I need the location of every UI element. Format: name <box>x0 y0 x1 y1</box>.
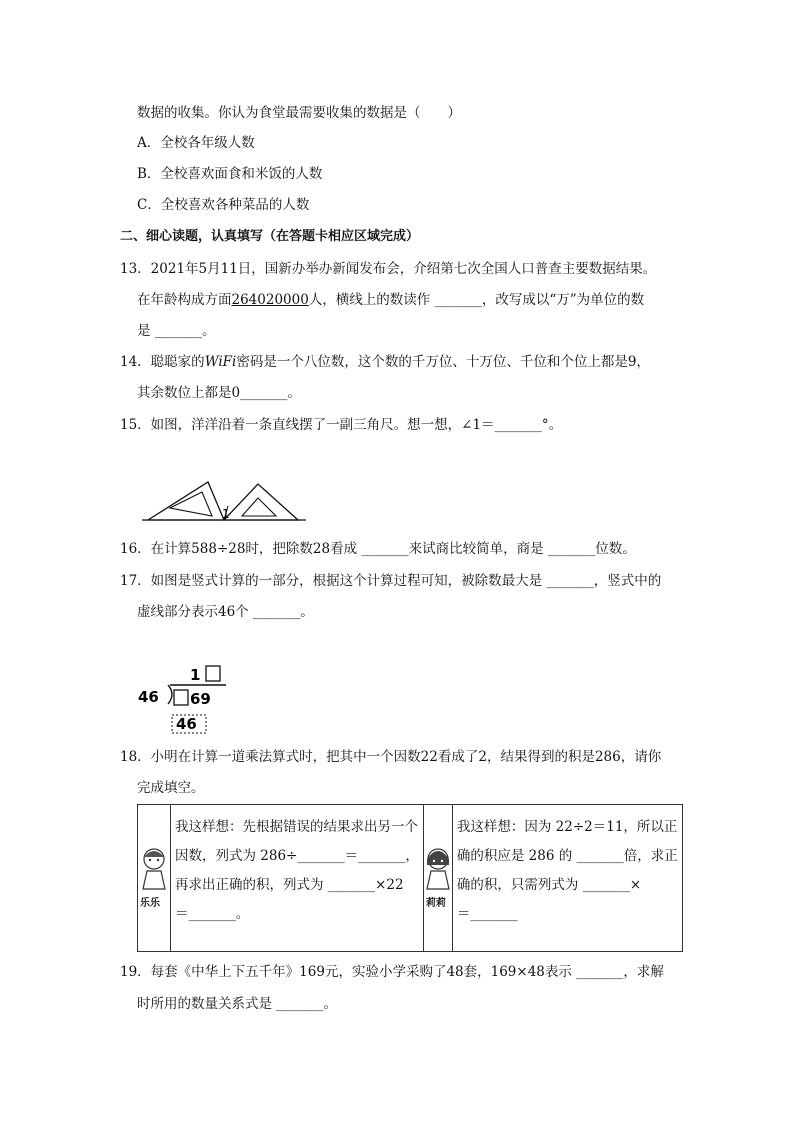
q12-option-b: B．全校喜欢面食和米饭的人数 <box>137 166 323 182</box>
lele-avatar <box>138 805 170 951</box>
lili-avatar <box>424 805 452 951</box>
lele-name: 乐乐 <box>140 898 160 909</box>
q14-line1-pre: 14．聪聪家的 <box>120 354 205 370</box>
dividend-box <box>174 690 188 705</box>
section-heading: 二、细心读题，认真填写（在答题卡相应区域完成） <box>120 229 420 244</box>
q12-option-a: A．全校各年级人数 <box>137 135 255 151</box>
q13-line2-post: 人，横线上的数读作 _______，改写成以“万”为单位的数 <box>308 292 645 308</box>
quotient-digit: 1 <box>190 666 201 684</box>
q14-line2: 其余数位上都是0_______。 <box>137 385 301 401</box>
left-line3: 再求出正确的积，列式为 _______×22 <box>175 877 404 893</box>
set-squares-figure <box>140 476 310 526</box>
left-line4: ＝_______。 <box>175 906 250 922</box>
divisor: 46 <box>138 688 159 706</box>
q14-line1 <box>120 353 650 371</box>
q13-line2-pre: 在年龄构成方面 <box>137 292 232 308</box>
quotient-box <box>206 666 220 681</box>
right-line1: 我这样想：因为 22÷2＝11，所以正 <box>456 819 678 835</box>
dividend-tail: 69 <box>190 690 211 708</box>
long-division-figure <box>136 660 236 736</box>
partial-product: 46 <box>176 715 197 733</box>
q16-line1: 16．在计算588÷28时，把除数28看成 _______来试商比较简单，商是 _______位数。 <box>120 541 636 557</box>
q13-line1: 13．2021年5月11日，国新办举办新闻发布会，介绍第七次全国人口普查主要数据结果。 <box>120 261 657 277</box>
q12-option-c: C．全校喜欢各种菜品的人数 <box>137 197 310 213</box>
right-line2: 确的积应是 286 的 _______倍，求正 <box>456 848 678 864</box>
q13-line2 <box>137 291 644 309</box>
angle-1-label: 1 <box>222 507 230 521</box>
left-triangle-inner <box>170 492 212 516</box>
right-text-cell <box>452 805 682 952</box>
q13-line3: 是 _______。 <box>137 323 216 339</box>
left-line1: 我这样想：先根据错误的结果求出另一个 <box>175 819 418 835</box>
left-triangle <box>148 482 224 520</box>
thinking-table <box>137 804 683 952</box>
right-avatar-cell <box>423 805 452 952</box>
right-line3: 确的积，只需列式为 _______× <box>456 877 642 893</box>
q19-line1: 19．每套《中华上下五千年》169元，实验小学采购了48套，169×48表示 _______，求解 <box>120 964 664 980</box>
right-triangle-inner <box>242 498 276 516</box>
q17-line2: 虚线部分表示46个 _______。 <box>137 604 314 620</box>
division-bracket <box>168 685 172 704</box>
q19-line2: 时所用的数量关系式是 _______。 <box>137 996 338 1012</box>
left-avatar-cell <box>138 805 171 952</box>
left-text-cell <box>171 805 424 952</box>
q18-line1: 18．小明在计算一道乘法算式时，把其中一个因数22看成了2，结果得到的积是286，请你 <box>120 749 662 765</box>
q13-number: 264020000 <box>231 292 309 308</box>
q12-stem-tail: 数据的收集。你认为食堂最需要收集的数据是（ ） <box>137 105 461 121</box>
q14-wifi: WiFi <box>204 354 237 370</box>
right-triangle <box>224 484 298 520</box>
right-line4: ＝_______ <box>456 906 518 922</box>
lili-name: 莉莉 <box>425 898 446 909</box>
q17-line1: 17．如图是竖式计算的一部分，根据这个计算过程可知，被除数最大是 _______，竖式中的 <box>120 573 662 589</box>
q18-line2: 完成填空。 <box>137 780 205 796</box>
q14-line1-post: 密码是一个八位数，这个数的千万位、十万位、千位和个位上都是9， <box>236 354 650 370</box>
q15-line1: 15．如图，洋洋沿着一条直线摆了一副三角尺。想一想，∠1＝_______°。 <box>120 417 563 433</box>
left-line2: 因数，列式为 286÷_______＝_______， <box>175 848 419 864</box>
